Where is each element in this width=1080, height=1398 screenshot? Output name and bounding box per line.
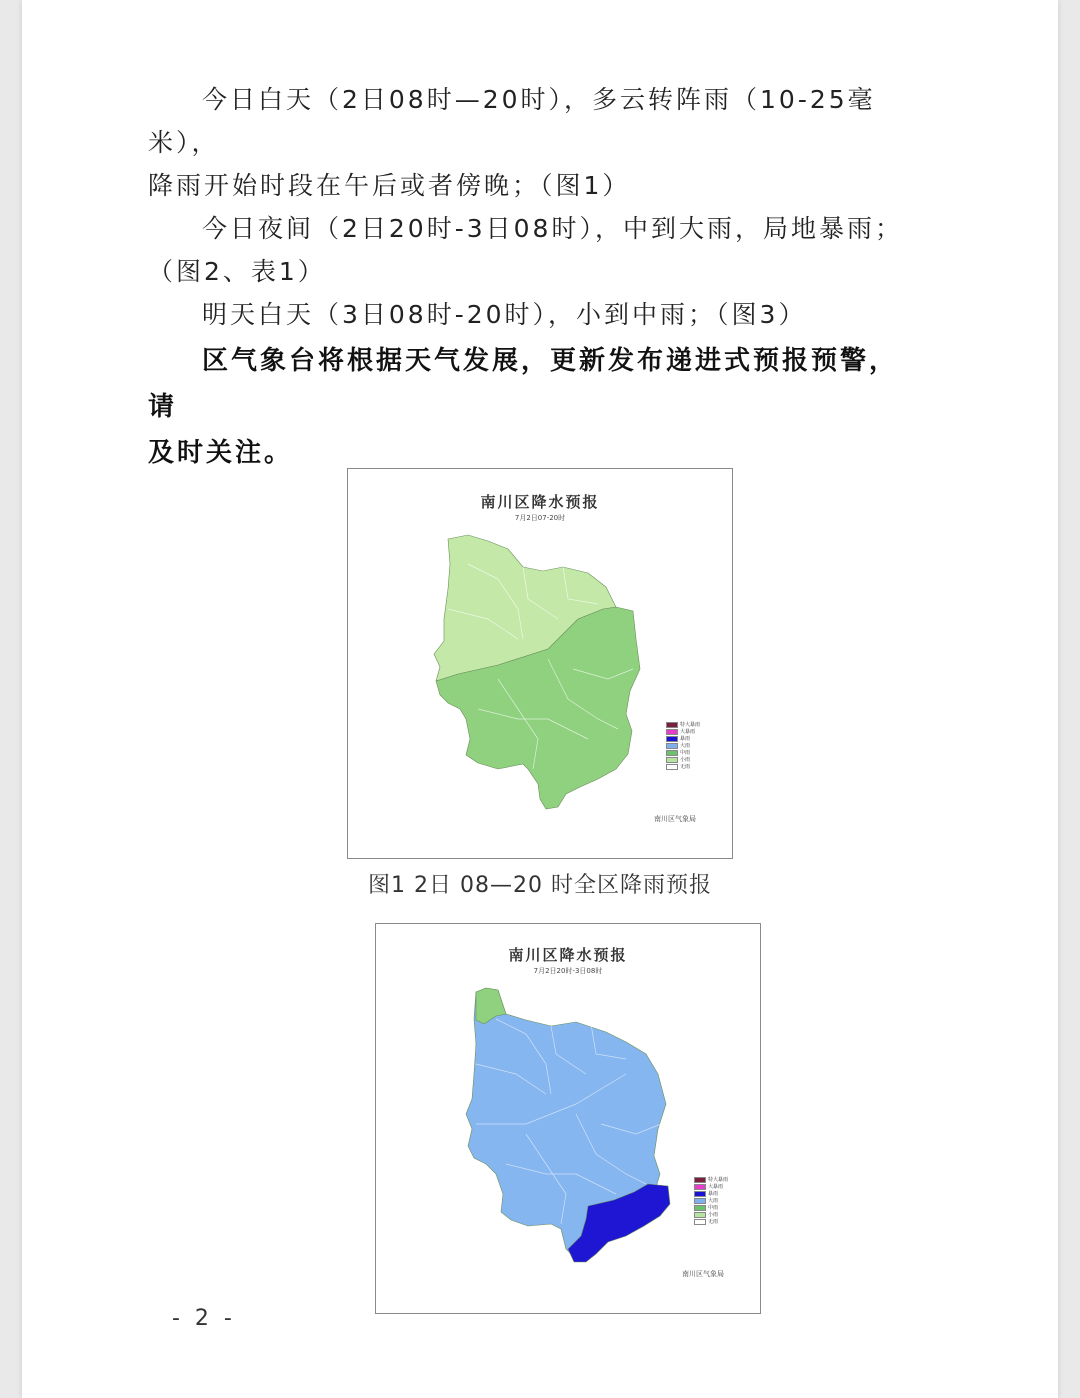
- paragraph-line: 今日夜间（2日20时-3日08时），中到大雨，局地暴雨；: [202, 214, 903, 243]
- figure2-subtitle: 7月2日20时-3日08时: [533, 967, 603, 975]
- legend-label: 无雨: [680, 764, 691, 770]
- legend-label: 中雨: [680, 750, 691, 756]
- legend-swatch: [666, 736, 678, 742]
- legend-swatch: [694, 1177, 706, 1183]
- figure1-map: [347, 468, 733, 859]
- legend-label: 大暴雨: [680, 729, 696, 735]
- legend-swatch: [694, 1212, 706, 1218]
- figure2-legend: [694, 1176, 728, 1225]
- legend-swatch: [666, 764, 678, 770]
- notice-paragraph: [148, 338, 908, 476]
- figure1-subtitle: 7月2日07-20时: [514, 514, 566, 522]
- legend-swatch: [694, 1191, 706, 1197]
- figure2-region-map: [376, 924, 760, 1313]
- legend-swatch: [666, 750, 678, 756]
- legend-swatch: [666, 757, 678, 763]
- legend-label: 大雨: [708, 1198, 719, 1204]
- legend-label: 暴雨: [708, 1191, 719, 1197]
- figure1-caption: 图1 2日 08—20 时全区降雨预报: [368, 873, 712, 898]
- paragraph-line: 今日白天（2日08时—20时），多云转阵雨（10-25毫米），: [148, 85, 876, 157]
- figure2-credit: 南川区气象局: [682, 1270, 724, 1278]
- legend-label: 小雨: [708, 1212, 719, 1218]
- legend-swatch: [694, 1198, 706, 1204]
- legend-swatch: [666, 722, 678, 728]
- legend-label: 大雨: [680, 743, 691, 749]
- figure1-legend: [666, 721, 700, 770]
- figure1-credit: 南川区气象局: [654, 815, 696, 823]
- notice-line: 及时关注。: [148, 438, 294, 468]
- page-number: - 2 -: [172, 1306, 236, 1331]
- figure2-title: 南川区降水预报: [508, 946, 628, 964]
- legend-label: 中雨: [708, 1205, 719, 1211]
- paragraph-line: 明天白天（3日08时-20时），小到中雨；（图3）: [202, 300, 807, 329]
- legend-swatch: [666, 743, 678, 749]
- legend-swatch: [694, 1219, 706, 1225]
- legend-label: 暴雨: [680, 736, 691, 742]
- paragraph-line: 降雨开始时段在午后或者傍晚；（图1）: [148, 171, 631, 200]
- legend-label: 特大暴雨: [680, 722, 701, 728]
- legend-swatch: [694, 1184, 706, 1190]
- legend-label: 大暴雨: [708, 1184, 724, 1190]
- legend-swatch: [666, 729, 678, 735]
- legend-label: 无雨: [708, 1219, 719, 1225]
- paragraph-line: （图2、表1）: [148, 257, 326, 286]
- legend-swatch: [694, 1205, 706, 1211]
- notice-line: 区气象台将根据天气发展，更新发布递进式预报预警，请: [148, 346, 899, 422]
- legend-label: 小雨: [680, 757, 691, 763]
- legend-label: 特大暴雨: [708, 1177, 729, 1183]
- figure1-title: 南川区降水预报: [480, 493, 600, 511]
- paragraph-today-daytime: [148, 78, 908, 336]
- figure2-map: [375, 923, 761, 1314]
- figure1-region-map: [348, 469, 732, 858]
